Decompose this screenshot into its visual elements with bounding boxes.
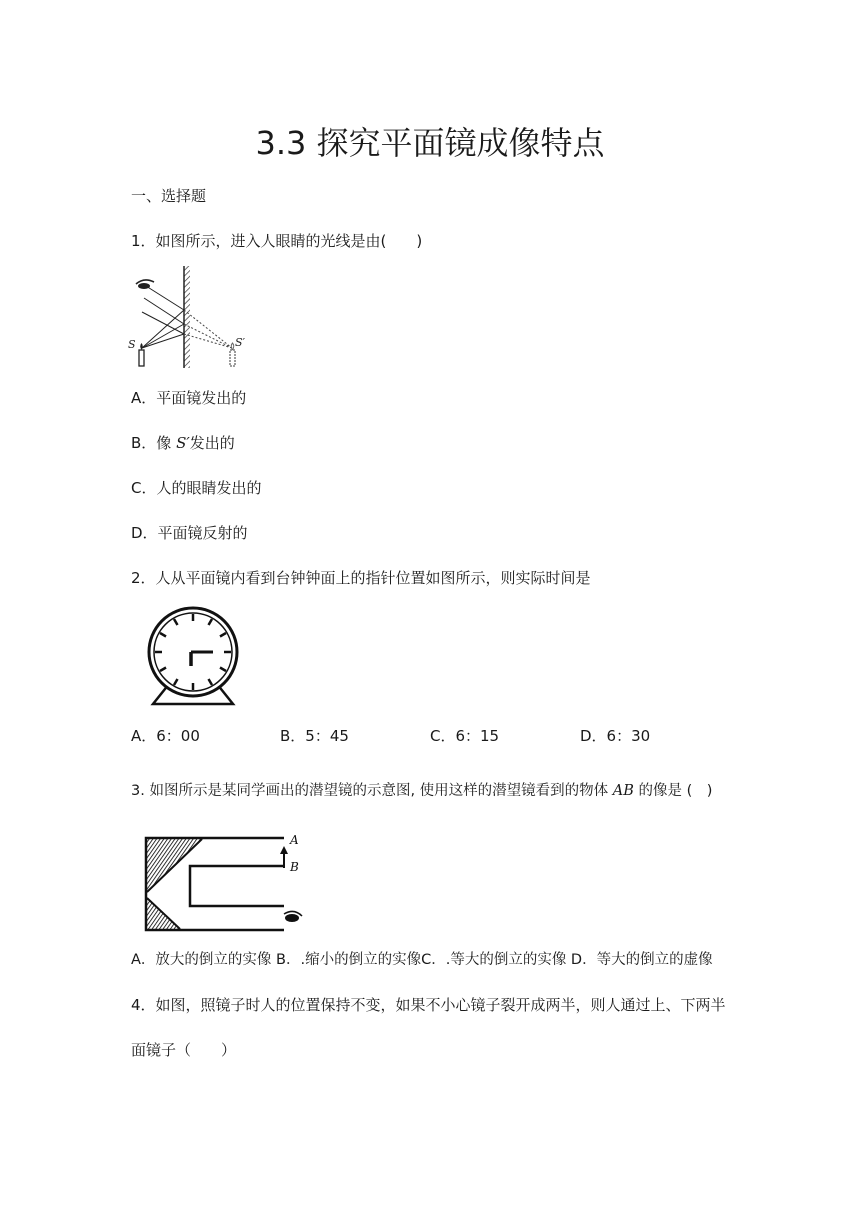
q1-option-d-text: D．平面镜反射的 [131, 524, 248, 542]
q3-options: A．放大的倒立的实像 B．.缩小的倒立的实像C．.等大的倒立的实像 D．等大的倒立的虚像 [131, 952, 713, 968]
q2-option-b: B．5：45 [280, 727, 349, 745]
figure-label-s-prime: S′ [235, 336, 246, 349]
question-3-stem-before: 3. 如图所示是某同学画出的潜望镜的示意图, 使用这样的潜望镜看到的物体 [131, 783, 613, 799]
q1-option-c [131, 478, 261, 498]
question-3-stem-var: AB [612, 783, 634, 799]
q1-option-a-text: A．平面镜发出的 [131, 389, 247, 407]
q1-option-b-prefix: B．像 [131, 434, 177, 452]
question-2-stem: 2．人从平面镜内看到台钟钟面上的指针位置如图所示，则实际时间是 [131, 569, 591, 587]
question-3-stem-after: 的像是 ( ) [633, 783, 713, 799]
q1-option-b-var: S′ [176, 434, 190, 452]
q1-option-b [131, 433, 235, 453]
section-heading: 一、选择题 [131, 187, 207, 205]
figure-label-a: A [290, 833, 299, 847]
q2-option-c: C．6：15 [430, 727, 500, 745]
q1-option-d [131, 523, 248, 543]
question-1-stem: 1．如图所示，进入人眼睛的光线是由( ) [131, 232, 423, 250]
figure-label-b: B [290, 860, 299, 874]
mirror-reflection-figure [128, 264, 252, 372]
q1-option-b-suffix: 发出的 [189, 434, 235, 452]
periscope-figure [144, 830, 310, 936]
figure-label-s: S [128, 338, 136, 351]
q1-option-c-text: C．人的眼睛发出的 [131, 479, 262, 497]
page-title: 3.3 探究平面镜成像特点 [255, 124, 605, 162]
q2-option-d: D．6：30 [580, 727, 651, 745]
q1-option-a [131, 388, 246, 408]
question-4-stem-line1: 4．如图，照镜子时人的位置保持不变，如果不小心镜子裂开成两半，则人通过上、下两半 [131, 996, 726, 1014]
q2-option-a: A．6：00 [131, 727, 200, 745]
clock-figure [145, 604, 241, 708]
question-3-stem [131, 781, 712, 801]
question-4-stem-line2: 面镜子（ ） [131, 1041, 237, 1059]
